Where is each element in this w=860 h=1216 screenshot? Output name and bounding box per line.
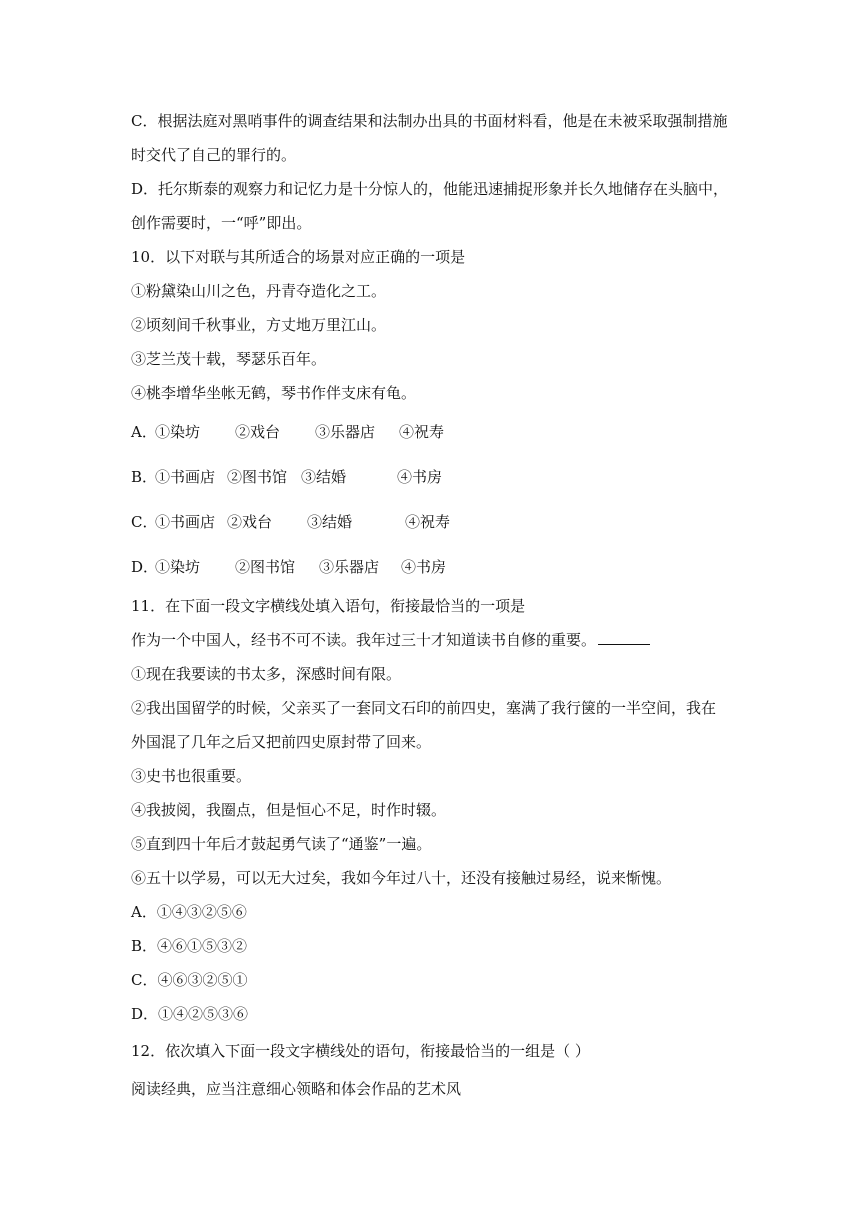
q11-option-b: B．④⑥①⑤③② [131, 937, 248, 955]
q11-option-a: A．①④③②⑤⑥ [131, 903, 247, 921]
option-choice: ①书画店 [155, 513, 216, 531]
q10-item: ④桃李增华坐帐无鹤，琴书作伴支床有龟。 [131, 384, 417, 402]
q11-item-continued: 外国混了几年之后又把前四史原封带了回来。 [131, 733, 432, 751]
option-choice: ③结婚 [307, 513, 353, 531]
option-choice: ③乐器店 [315, 423, 376, 441]
q11-item: ①现在我要读的书太多，深感时间有限。 [131, 665, 402, 683]
q11-option-c: C．④⑥③②⑤① [131, 971, 248, 989]
q12-passage: 阅读经典，应当注意细心领略和体会作品的艺术风 [131, 1080, 462, 1098]
option-choice: ④祝寿 [405, 513, 451, 531]
q9-option-c-line1: C．根据法庭对黑哨事件的调查结果和法制办出具的书面材料看，他是在未被采取强制措施 [131, 112, 728, 130]
option-choice: ③乐器店 [319, 558, 380, 576]
option-choice: ④书房 [397, 468, 443, 486]
q10-item: ①粉黛染山川之色，丹青夺造化之工。 [131, 282, 387, 300]
option-letter: B． [131, 468, 158, 486]
q11-item: ③史书也很重要。 [131, 767, 252, 785]
option-choice: ①染坊 [155, 558, 201, 576]
option-choice: ②图书馆 [227, 468, 288, 486]
option-letter: D． [131, 558, 159, 576]
option-choice: ②图书馆 [235, 558, 296, 576]
option-letter: A． [131, 423, 157, 441]
q10-stem: 10．以下对联与其所适合的场景对应正确的一项是 [131, 248, 466, 266]
q11-option-d: D．①④②⑤③⑥ [131, 1005, 249, 1023]
q10-item: ②顷刻间千秋事业，方丈地万里江山。 [131, 316, 387, 334]
option-choice: ②戏台 [227, 513, 273, 531]
option-choice: ②戏台 [235, 423, 281, 441]
q11-item: ⑤直到四十年后才鼓起勇气读了“通鉴”一遍。 [131, 835, 432, 853]
q9-option-c-line2: 时交代了自己的罪行的。 [131, 146, 297, 164]
option-choice: ①染坊 [155, 423, 201, 441]
option-choice: ④祝寿 [399, 423, 445, 441]
q11-passage-line [131, 630, 650, 650]
option-choice: ③结婚 [301, 468, 347, 486]
q11-item: ④我披阅，我圈点，但是恒心不足，时作时辍。 [131, 801, 447, 819]
option-letter: C． [131, 513, 158, 531]
q11-item: ②我出国留学的时候，父亲买了一套同文石印的前四史，塞满了我行箧的一半空间，我在 [131, 699, 717, 717]
fill-in-blank-line [598, 643, 650, 645]
option-choice: ④书房 [401, 558, 447, 576]
q11-stem: 11．在下面一段文字横线处填入语句，衔接最恰当的一项是 [131, 597, 526, 615]
q9-option-d-line2: 创作需要时，一“呼”即出。 [131, 214, 312, 232]
option-choice: ①书画店 [155, 468, 216, 486]
q9-option-d-line1: D．托尔斯泰的观察力和记忆力是十分惊人的，他能迅速捕捉形象并长久地储存在头脑中， [131, 180, 729, 198]
q11-passage: 作为一个中国人，经书不可不读。我年过三十才知道读书自修的重要。 [131, 631, 597, 649]
q12-stem: 12．依次填入下面一段文字横线处的语句，衔接最恰当的一组是（ ） [131, 1042, 590, 1060]
q10-item: ③芝兰茂十载，琴瑟乐百年。 [131, 350, 327, 368]
q11-item: ⑥五十以学易，可以无大过矣，我如今年过八十，还没有接触过易经，说来惭愧。 [131, 869, 672, 887]
